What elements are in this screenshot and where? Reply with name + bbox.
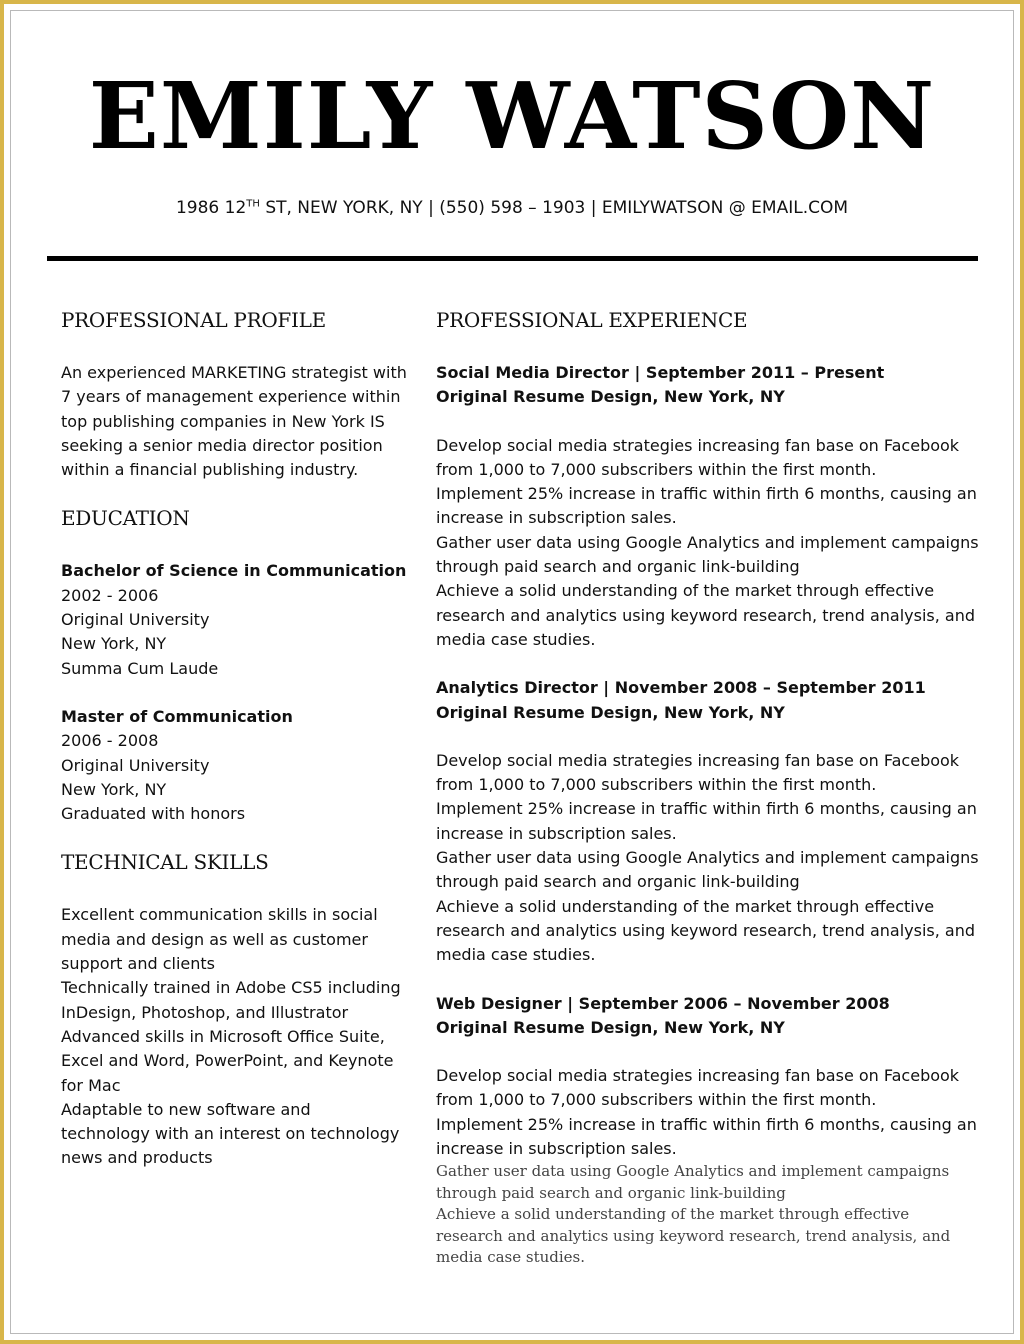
- job-line: through paid search and organic link-building: [436, 557, 800, 577]
- profile-line: 7 years of management experience within: [61, 387, 401, 407]
- skills-line: Excel and Word, PowerPoint, and Keynote: [61, 1051, 394, 1071]
- job-line: Develop social media strategies increasing fan base on Facebook: [436, 435, 960, 455]
- skills-line: media and design as well as customer: [61, 929, 368, 949]
- profile-line: seeking a senior media director position: [61, 435, 383, 455]
- skills-line: technology with an interest on technology: [61, 1124, 400, 1144]
- education-entry: [61, 559, 406, 680]
- education-school: Original University: [61, 610, 210, 630]
- job-line: Gather user data using Google Analytics and implement campaigns: [436, 848, 979, 868]
- job-line: media case studies.: [436, 1248, 586, 1267]
- job-company: Original Resume Design, New York, NY: [436, 702, 785, 722]
- job-line: Gather user data using Google Analytics and implement campaigns: [436, 1162, 950, 1181]
- contact-address-number: 1986 12: [175, 198, 247, 218]
- education-location: New York, NY: [61, 634, 167, 654]
- job-title: Social Media Director | September 2011 – Present: [436, 363, 885, 382]
- resume-name: EMILY WATSON: [88, 62, 936, 170]
- job-line: Develop social media strategies increasing fan base on Facebook: [436, 750, 960, 770]
- skills-line: Advanced skills in Microsoft Office Suite,: [61, 1026, 385, 1046]
- job-line: Implement 25% increase in traffic within firth 6 months, causing an: [436, 484, 977, 504]
- job-line: through paid search and organic link-building: [436, 1183, 786, 1202]
- education-years: 2002 - 2006: [61, 585, 159, 605]
- contact-address-suffix: TH: [246, 198, 260, 210]
- skills-line: Technically trained in Adobe CS5 including: [61, 978, 401, 998]
- job-company: Original Resume Design, New York, NY: [436, 1017, 785, 1037]
- job-entry: [436, 361, 979, 652]
- job-line: media case studies.: [436, 945, 596, 965]
- education-heading: EDUCATION: [61, 506, 190, 531]
- job-line: increase in subscription sales.: [436, 823, 677, 843]
- job-line: increase in subscription sales.: [436, 1139, 677, 1159]
- job-line: Achieve a solid understanding of the market through effective: [436, 896, 935, 916]
- job-company: Original Resume Design, New York, NY: [436, 387, 785, 407]
- job-line: Gather user data using Google Analytics and implement campaigns: [436, 532, 979, 552]
- header-divider: [47, 256, 978, 261]
- skills-line: Adaptable to new software and: [61, 1099, 311, 1119]
- education-degree: Master of Communication: [61, 706, 293, 726]
- skills-line: for Mac: [61, 1075, 121, 1095]
- education-note: Summa Cum Laude: [61, 658, 219, 678]
- job-line: Achieve a solid understanding of the market through effective: [436, 581, 935, 601]
- job-title: Web Designer | September 2006 – November 2008: [436, 993, 890, 1013]
- job-line: research and analytics using keyword research, trend analysis, and: [436, 605, 975, 625]
- job-line: research and analytics using keyword research, trend analysis, and: [436, 1226, 951, 1245]
- job-line: increase in subscription sales.: [436, 508, 677, 528]
- profile-line: within a financial publishing industry.: [61, 460, 359, 480]
- profile-text: [61, 361, 406, 482]
- profile-line: An experienced MARKETING strategist with: [61, 363, 407, 382]
- profile-line: top publishing companies in New York IS: [61, 411, 385, 431]
- contact-line: [0, 198, 1024, 218]
- skills-line: Excellent communication skills in social: [61, 905, 378, 925]
- job-line: Achieve a solid understanding of the market through effective: [436, 1205, 910, 1224]
- left-column: [61, 308, 406, 1171]
- education-degree: Bachelor of Science in Communication: [61, 561, 407, 581]
- experience-heading: PROFESSIONAL EXPERIENCE: [436, 308, 748, 332]
- skills-text: [61, 903, 406, 1170]
- job-title: Analytics Director | November 2008 – September 2011: [436, 678, 926, 698]
- education-note: Graduated with honors: [61, 804, 246, 824]
- job-entry: [436, 992, 976, 1269]
- job-line: through paid search and organic link-building: [436, 872, 800, 892]
- job-line: research and analytics using keyword research, trend analysis, and: [436, 920, 975, 940]
- profile-heading: PROFESSIONAL PROFILE: [61, 308, 326, 332]
- job-line: from 1,000 to 7,000 subscribers within the first month.: [436, 775, 877, 795]
- right-column: [436, 308, 979, 1293]
- job-entry: [436, 676, 979, 967]
- job-line: from 1,000 to 7,000 subscribers within the first month.: [436, 1090, 877, 1110]
- skills-line: InDesign, Photoshop, and Illustrator: [61, 1002, 349, 1022]
- job-line: Implement 25% increase in traffic within firth 6 months, causing an: [436, 1114, 977, 1134]
- education-entry: [61, 705, 406, 826]
- skills-line: support and clients: [61, 954, 215, 974]
- skills-heading: TECHNICAL SKILLS: [61, 850, 269, 875]
- job-line: Develop social media strategies increasing fan base on Facebook: [436, 1066, 960, 1086]
- skills-line: news and products: [61, 1148, 213, 1168]
- education-school: Original University: [61, 755, 210, 775]
- education-location: New York, NY: [61, 779, 167, 799]
- job-line: from 1,000 to 7,000 subscribers within the first month.: [436, 459, 877, 479]
- job-line: media case studies.: [436, 629, 596, 649]
- contact-details: ST, NEW YORK, NY | (550) 598 – 1903 | EMILYWATSON @ EMAIL.COM: [259, 198, 849, 218]
- education-years: 2006 - 2008: [61, 731, 159, 751]
- job-line: Implement 25% increase in traffic within firth 6 months, causing an: [436, 799, 977, 819]
